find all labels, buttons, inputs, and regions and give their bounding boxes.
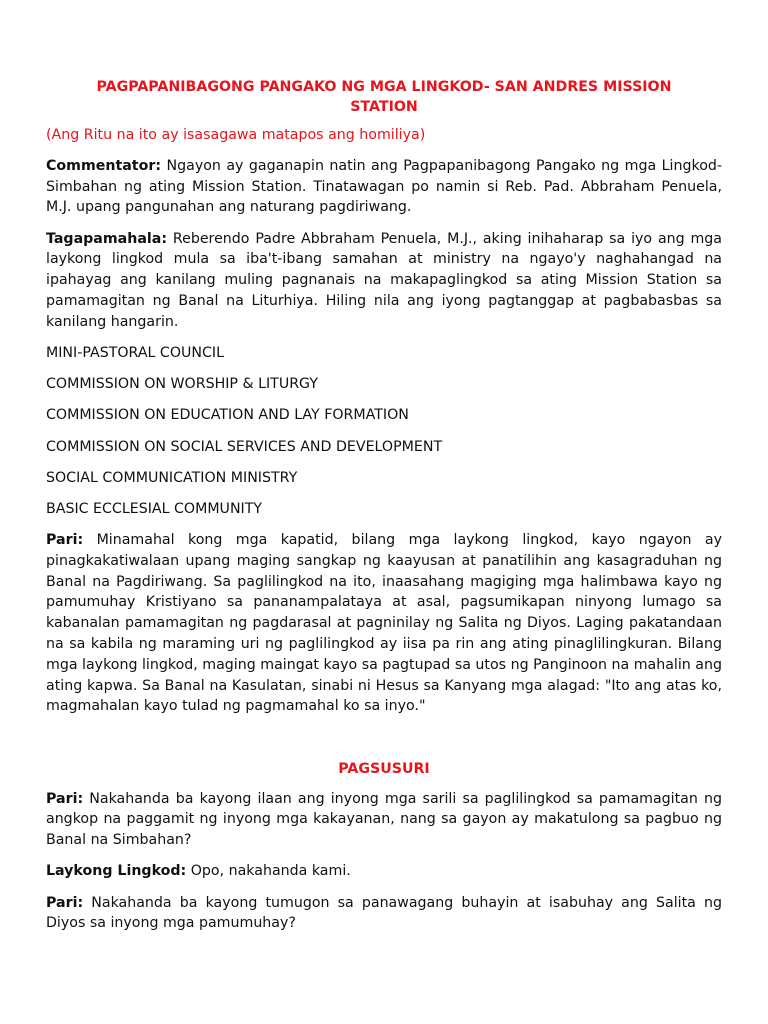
group-item: SOCIAL COMMUNICATION MINISTRY: [46, 469, 298, 486]
exchange-paragraph: [46, 789, 722, 851]
paragraph-text: Nakahanda ba kayong tumugon sa panawagang buhayin at isabuhay ang Salita ng Diyos sa inyong mga pamumuhay?: [46, 894, 722, 932]
group-item: COMMISSION ON EDUCATION AND LAY FORMATION: [46, 407, 409, 424]
commentator-paragraph: [46, 156, 722, 218]
paragraph-text: Reberendo Padre Abbraham Penuela, M.J., aking inihaharap sa iyo ang mga laykong lingkod mula sa iba't-ibang samahan at ministry na ngayo'y naghahangad na ipahayag ang kanilang muling pagnanais na makapaglingkod sa ating Mission Station sa pamamagitan ng Banal na Liturhiya. Hiling nila ang iyong pagtanggap at pagbabasbas sa kanilang hangarin.: [46, 230, 722, 330]
group-item: COMMISSION ON SOCIAL SERVICES AND DEVELOPMENT: [46, 438, 443, 455]
paragraph-text: Opo, nakahanda kami.: [190, 863, 351, 880]
speaker-label: Pari:: [46, 532, 84, 549]
exhortation-paragraph: [46, 530, 722, 717]
exchange-paragraph: [46, 893, 722, 935]
group-item: MINI-PASTORAL COUNCIL: [46, 344, 225, 361]
group-item: COMMISSION ON WORSHIP & LITURGY: [46, 376, 319, 393]
speaker-label: Tagapamahala:: [46, 230, 168, 247]
paragraph-text: Nakahanda ba kayong ilaan ang inyong mga sarili sa paglilingkod sa pamamagitan ng angkop na paggamit ng inyong mga kakayanan, nang sa gayon ay makatulong sa pagbuo ng Banal na Simbahan?: [46, 790, 722, 849]
document-title: PAGPAPANIBAGONG PANGAKO NG MGA LINGKOD- SAN ANDRES MISSION STATION: [96, 79, 672, 115]
section-title: PAGSUSURI: [338, 760, 430, 777]
paragraph-text: Ngayon ay gaganapin natin ang Pagpapanibagong Pangako ng mga Lingkod-Simbahan ng ating Mission Station. Tinatawagan po namin si Reb. Pad. Abbraham Penuela, M.J. upang pangunahan ang naturang pagdiriwang.: [46, 157, 722, 216]
group-item: BASIC ECCLESIAL COMMUNITY: [46, 500, 263, 517]
tagapamahala-paragraph: [46, 229, 722, 333]
speaker-label: Laykong Lingkod:: [46, 863, 187, 880]
paragraph-text: Minamahal kong mga kapatid, bilang mga laykong lingkod, kayo ngayon ay pinagkakatiwalaan upang maging sangkap ng kaayusan at panatilihin ang kasagraduhan ng Banal na Pagdiriwang. Sa paglilingkod na ito, inaasahang magiging mga halimbawa kayo ng pamumuhay Kristiyano sa pananampalataya at asal, pagsumikapan ninyong lumago sa kabanalan pamamagitan ng pagdarasal at pagninilay ng Salita ng Diyos. Laging pakatandaan na sa kabila ng maraming uri ng paglilingkod ay iisa pa rin ang ating pinaglilingkuran. Bilang mga laykong lingkod, maging maingat kayo sa pagtupad sa utos ng Panginoon na mahalin ang ating kapwa. Sa Banal na Kasulatan, sinabi ni Hesus sa Kanyang mga alagad: "Ito ang atas ko, magmahalan kayo tulad ng pagmamahal ko sa inyo.": [46, 532, 723, 715]
speaker-label: Commentator:: [46, 157, 162, 174]
rubric-note: (Ang Ritu na ito ay isasagawa matapos ang homiliya): [46, 127, 426, 143]
speaker-label: Pari:: [46, 894, 84, 911]
section-spacer: [46, 728, 722, 759]
speaker-label: Pari:: [46, 790, 84, 807]
exchange-paragraph: [46, 861, 722, 882]
